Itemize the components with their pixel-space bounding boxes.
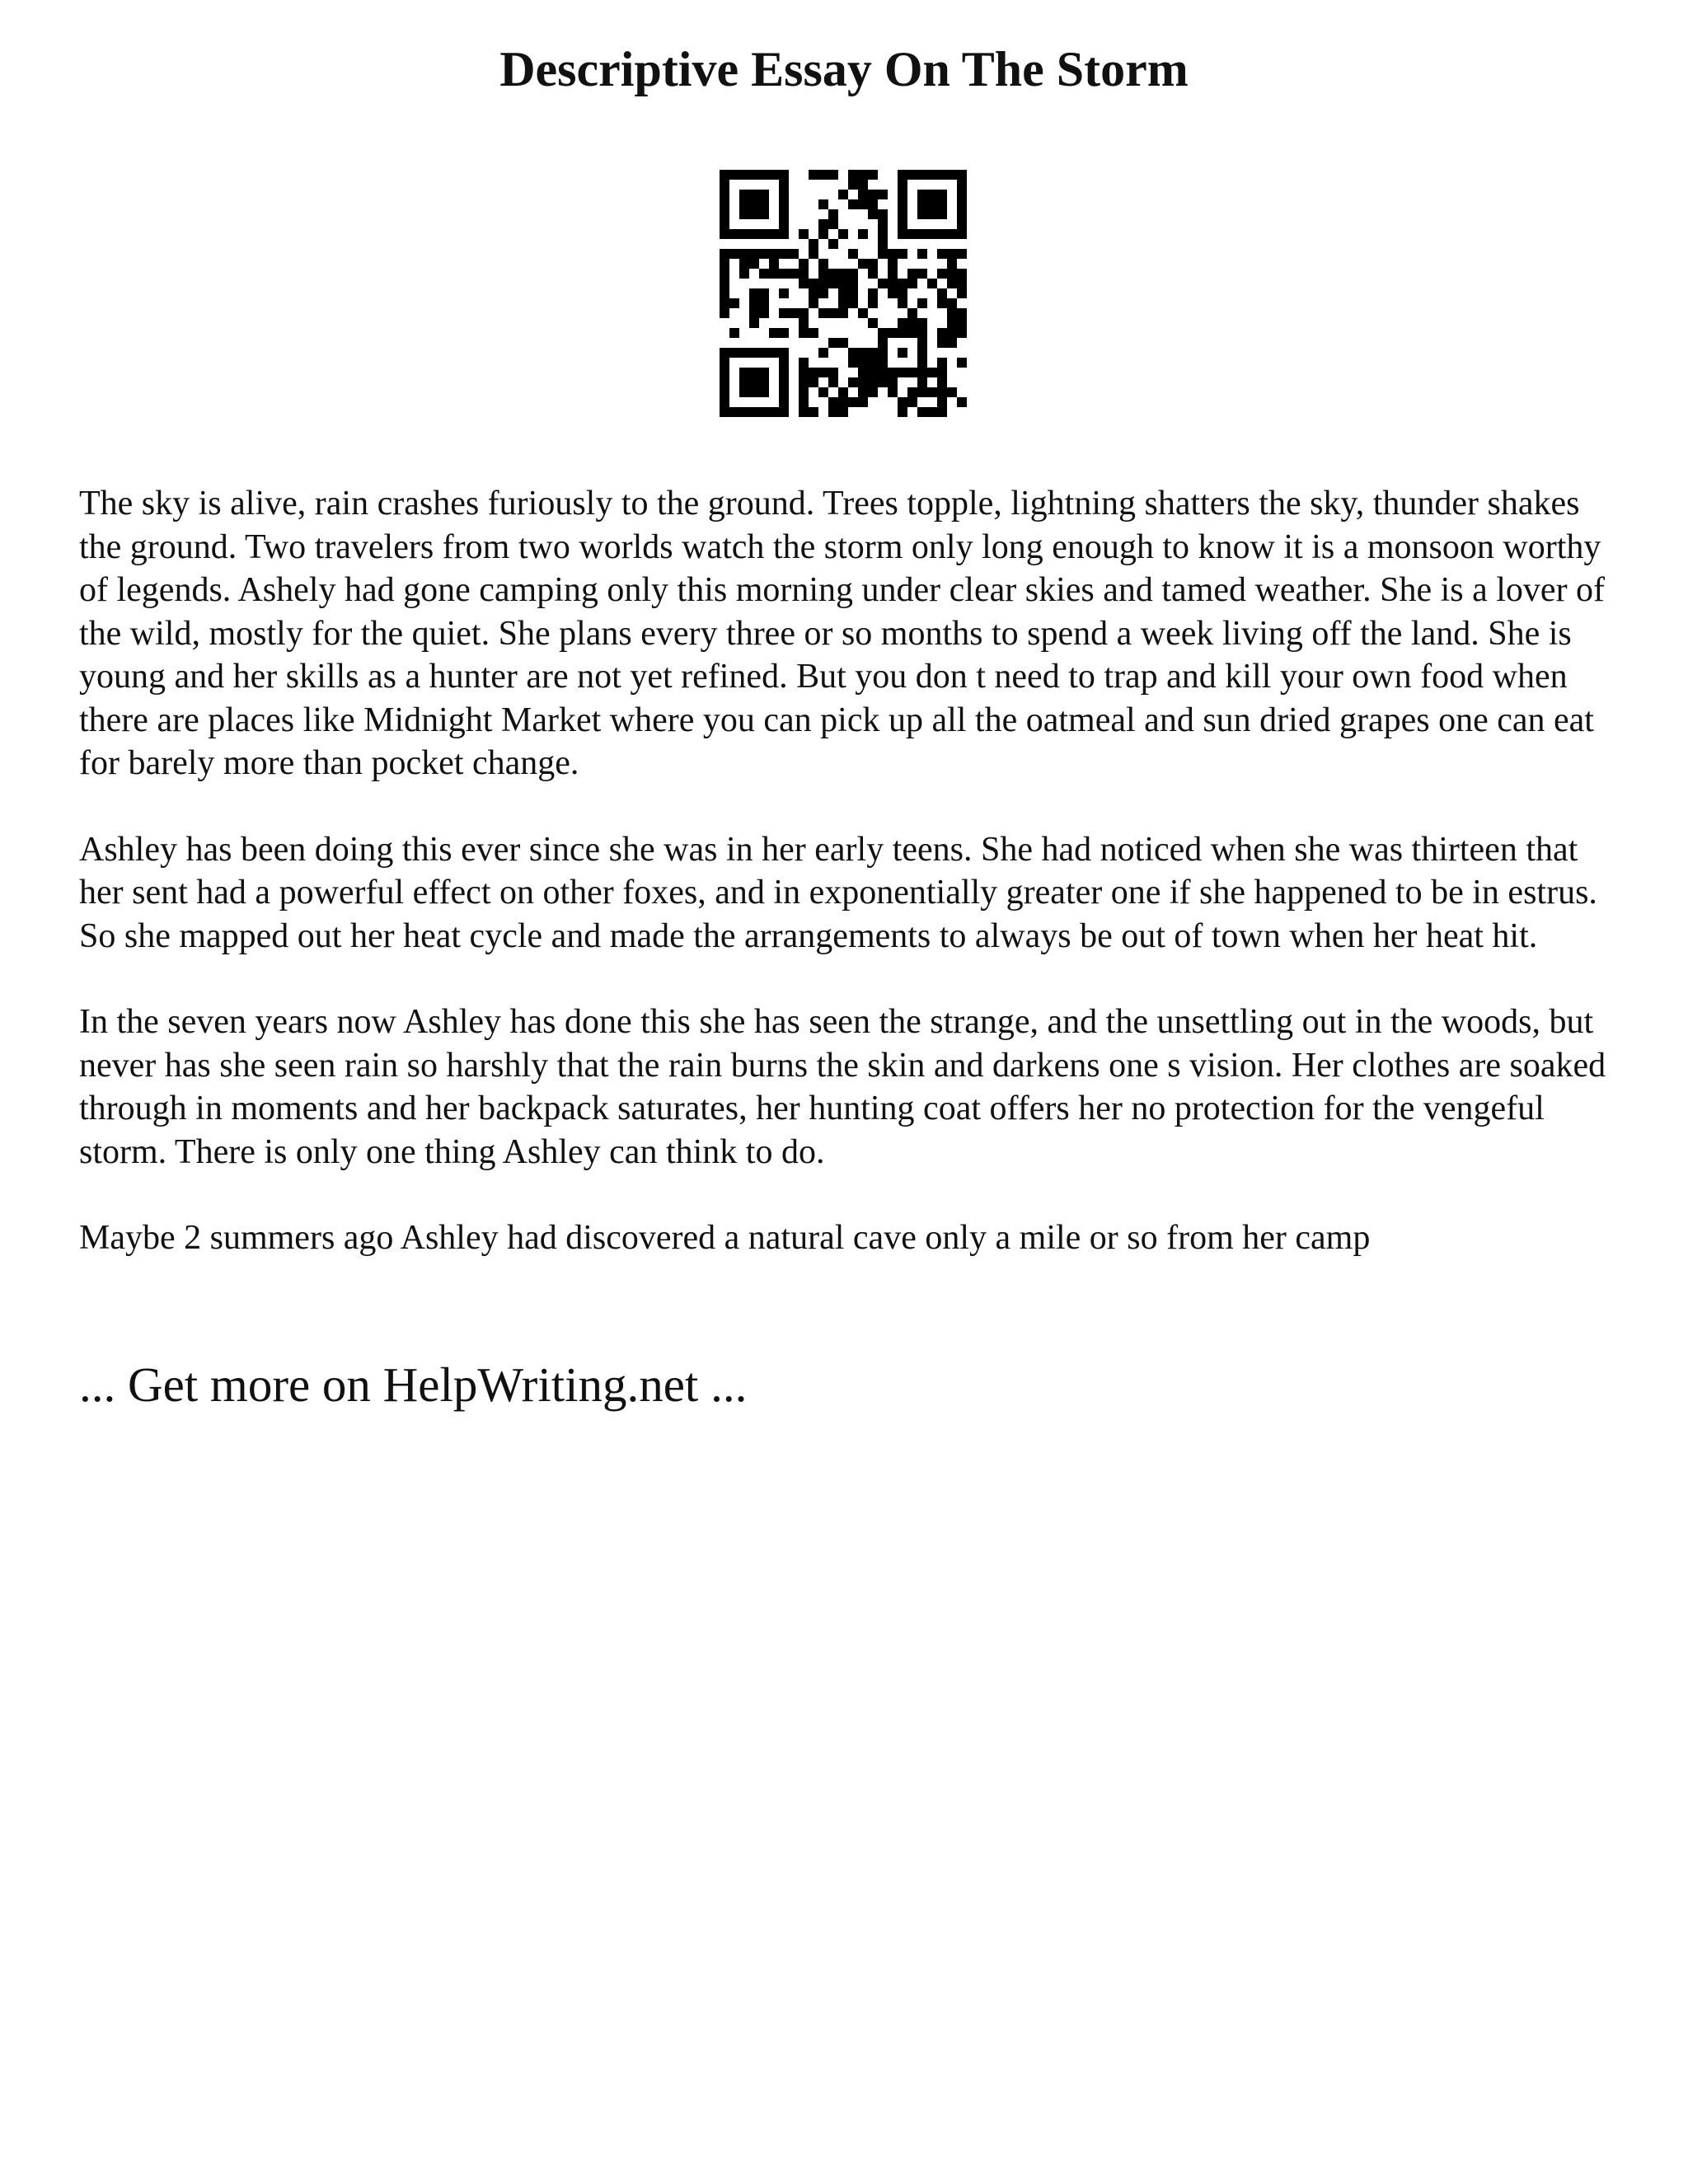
get-more-link[interactable]: ... Get more on HelpWriting.net ... — [79, 1357, 748, 1412]
essay-paragraph: Ashley has been doing this ever since she was in her early teens. She had noticed when she was thirteen that her sent had a powerful effect on other foxes, and in exponentially greater one if she happened to be in estrus. So she mapped out her heat cycle and made the arrangements to always be out of town when her heat hit. — [79, 830, 1597, 955]
essay-paragraph: The sky is alive, rain crashes furiously to the ground. Trees topple, lightning shatters the sky, thunder shakes the ground. Two travelers from two worlds watch the storm only long enough to know it is a monsoon worthy of legends. Ashely had gone camping only this morning under clear skies and tamed weather. She is a lover of the wild, mostly for the quiet. She plans every three or so months to spend a week living off the land. She is young and her skills as a hunter are not yet refined. But you don t need to trap and kill your own food when there are places like Midnight Market where you can pick up all the oatmeal and sun dried grapes one can eat for barely more than pocket change. — [79, 485, 1606, 782]
essay-paragraph: In the seven years now Ashley has done this she has seen the strange, and the unsettling out in the woods, but never has she seen rain so harshly that the rain burns the skin and darkens one s vision. Her clothes are soaked through in moments and her backpack saturates, her hunting coat offers her no protection for the vengeful storm. There is only one thing Ashley can think to do. — [79, 1003, 1606, 1171]
qr-code-icon — [720, 170, 967, 417]
essay-paragraph: Maybe 2 summers ago Ashley had discovered a natural cave only a mile or so from her camp — [79, 1219, 1371, 1257]
essay-body — [79, 482, 1629, 1303]
page-title: Descriptive Essay On The Storm — [499, 42, 1189, 96]
